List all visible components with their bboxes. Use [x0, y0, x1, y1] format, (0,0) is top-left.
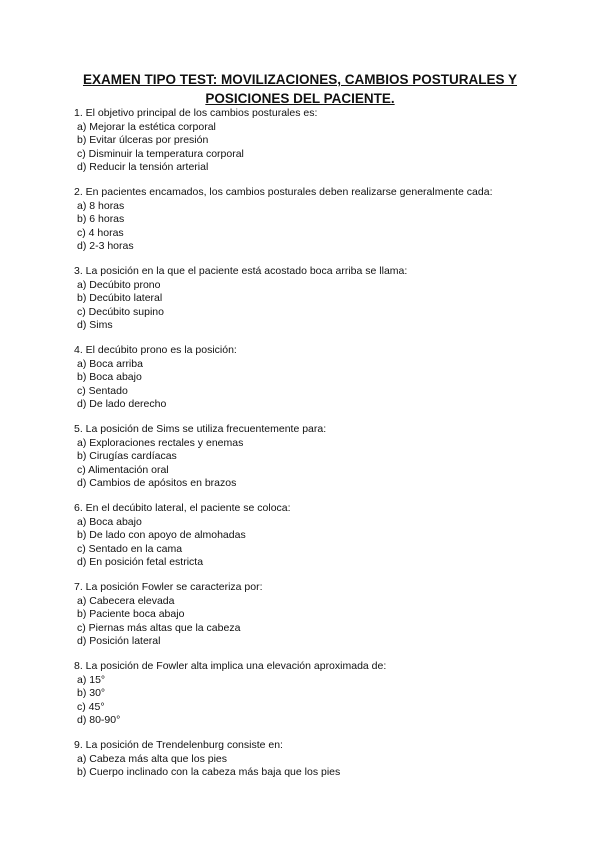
- option-c: c) Piernas más altas que la cabeza: [77, 621, 241, 634]
- option-d: d) Posición lateral: [77, 635, 161, 647]
- question-text: 9. La posición de Trendelenburg consiste en:: [74, 739, 283, 751]
- option-a: a) Boca arriba: [77, 357, 143, 370]
- option-a: a) Cabecera elevada: [77, 594, 175, 607]
- option-c: c) 4 horas: [77, 226, 124, 239]
- option-c: c) Disminuir la temperatura corporal: [77, 147, 244, 160]
- option-a: a) Mejorar la estética corporal: [77, 120, 216, 133]
- option-c: c) Decúbito supino: [77, 305, 164, 318]
- question-4: [74, 344, 574, 412]
- question-5: [74, 423, 574, 491]
- option-b: b) Cirugías cardíacas: [77, 450, 177, 462]
- option-c: c) Alimentación oral: [77, 463, 169, 476]
- option-a: a) 15°: [77, 673, 106, 686]
- option-d: d) Sims: [77, 319, 113, 331]
- question-text: 2. En pacientes encamados, los cambios posturales deben realizarse generalmente cada:: [74, 186, 493, 198]
- option-b: b) Paciente boca abajo: [77, 608, 185, 620]
- option-a: a) Decúbito prono: [77, 278, 161, 291]
- option-a: a) Cabeza más alta que los pies: [77, 752, 227, 765]
- question-text: 6. En el decúbito lateral, el paciente se coloca:: [74, 502, 291, 514]
- option-b: b) Decúbito lateral: [77, 292, 163, 304]
- option-d: d) Reducir la tensión arterial: [77, 161, 209, 173]
- option-b: b) Cuerpo inclinado con la cabeza más baja que los pies: [77, 766, 341, 778]
- question-text: 5. La posición de Sims se utiliza frecuentemente para:: [74, 423, 327, 435]
- question-1: [74, 107, 574, 175]
- option-a: a) Boca abajo: [77, 515, 142, 528]
- option-b: b) 30°: [77, 687, 106, 699]
- option-b: b) Boca abajo: [77, 371, 142, 383]
- exam-title: [40, 70, 560, 108]
- option-d: d) 80-90°: [77, 714, 121, 726]
- exam-title-line-1: EXAMEN TIPO TEST: MOVILIZACIONES, CAMBIOS POSTURALES Y: [82, 72, 518, 87]
- question-text: 7. La posición Fowler se caracteriza por:: [74, 581, 263, 593]
- option-b: b) Evitar úlceras por presión: [77, 134, 209, 146]
- option-c: c) Sentado en la cama: [77, 542, 183, 555]
- option-d: d) De lado derecho: [77, 398, 167, 410]
- option-c: c) Sentado: [77, 384, 128, 397]
- exam-title-line-2: POSICIONES DEL PACIENTE.: [205, 91, 395, 106]
- option-a: a) 8 horas: [77, 199, 125, 212]
- question-text: 4. El decúbito prono es la posición:: [74, 344, 237, 356]
- question-text: 1. El objetivo principal de los cambios posturales es:: [74, 107, 318, 119]
- option-b: b) De lado con apoyo de almohadas: [77, 529, 246, 541]
- question-7: [74, 581, 574, 649]
- question-text: 3. La posición en la que el paciente está acostado boca arriba se llama:: [74, 265, 408, 277]
- option-d: d) Cambios de apósitos en brazos: [77, 477, 237, 489]
- question-9: [74, 739, 574, 780]
- option-d: d) 2-3 horas: [77, 240, 134, 252]
- question-2: [74, 186, 574, 254]
- option-c: c) 45°: [77, 700, 105, 713]
- question-text: 8. La posición de Fowler alta implica una elevación aproximada de:: [74, 660, 387, 672]
- option-d: d) En posición fetal estricta: [77, 556, 204, 568]
- question-3: [74, 265, 574, 333]
- question-6: [74, 502, 574, 570]
- question-8: [74, 660, 574, 728]
- option-b: b) 6 horas: [77, 213, 125, 225]
- option-a: a) Exploraciones rectales y enemas: [77, 436, 244, 449]
